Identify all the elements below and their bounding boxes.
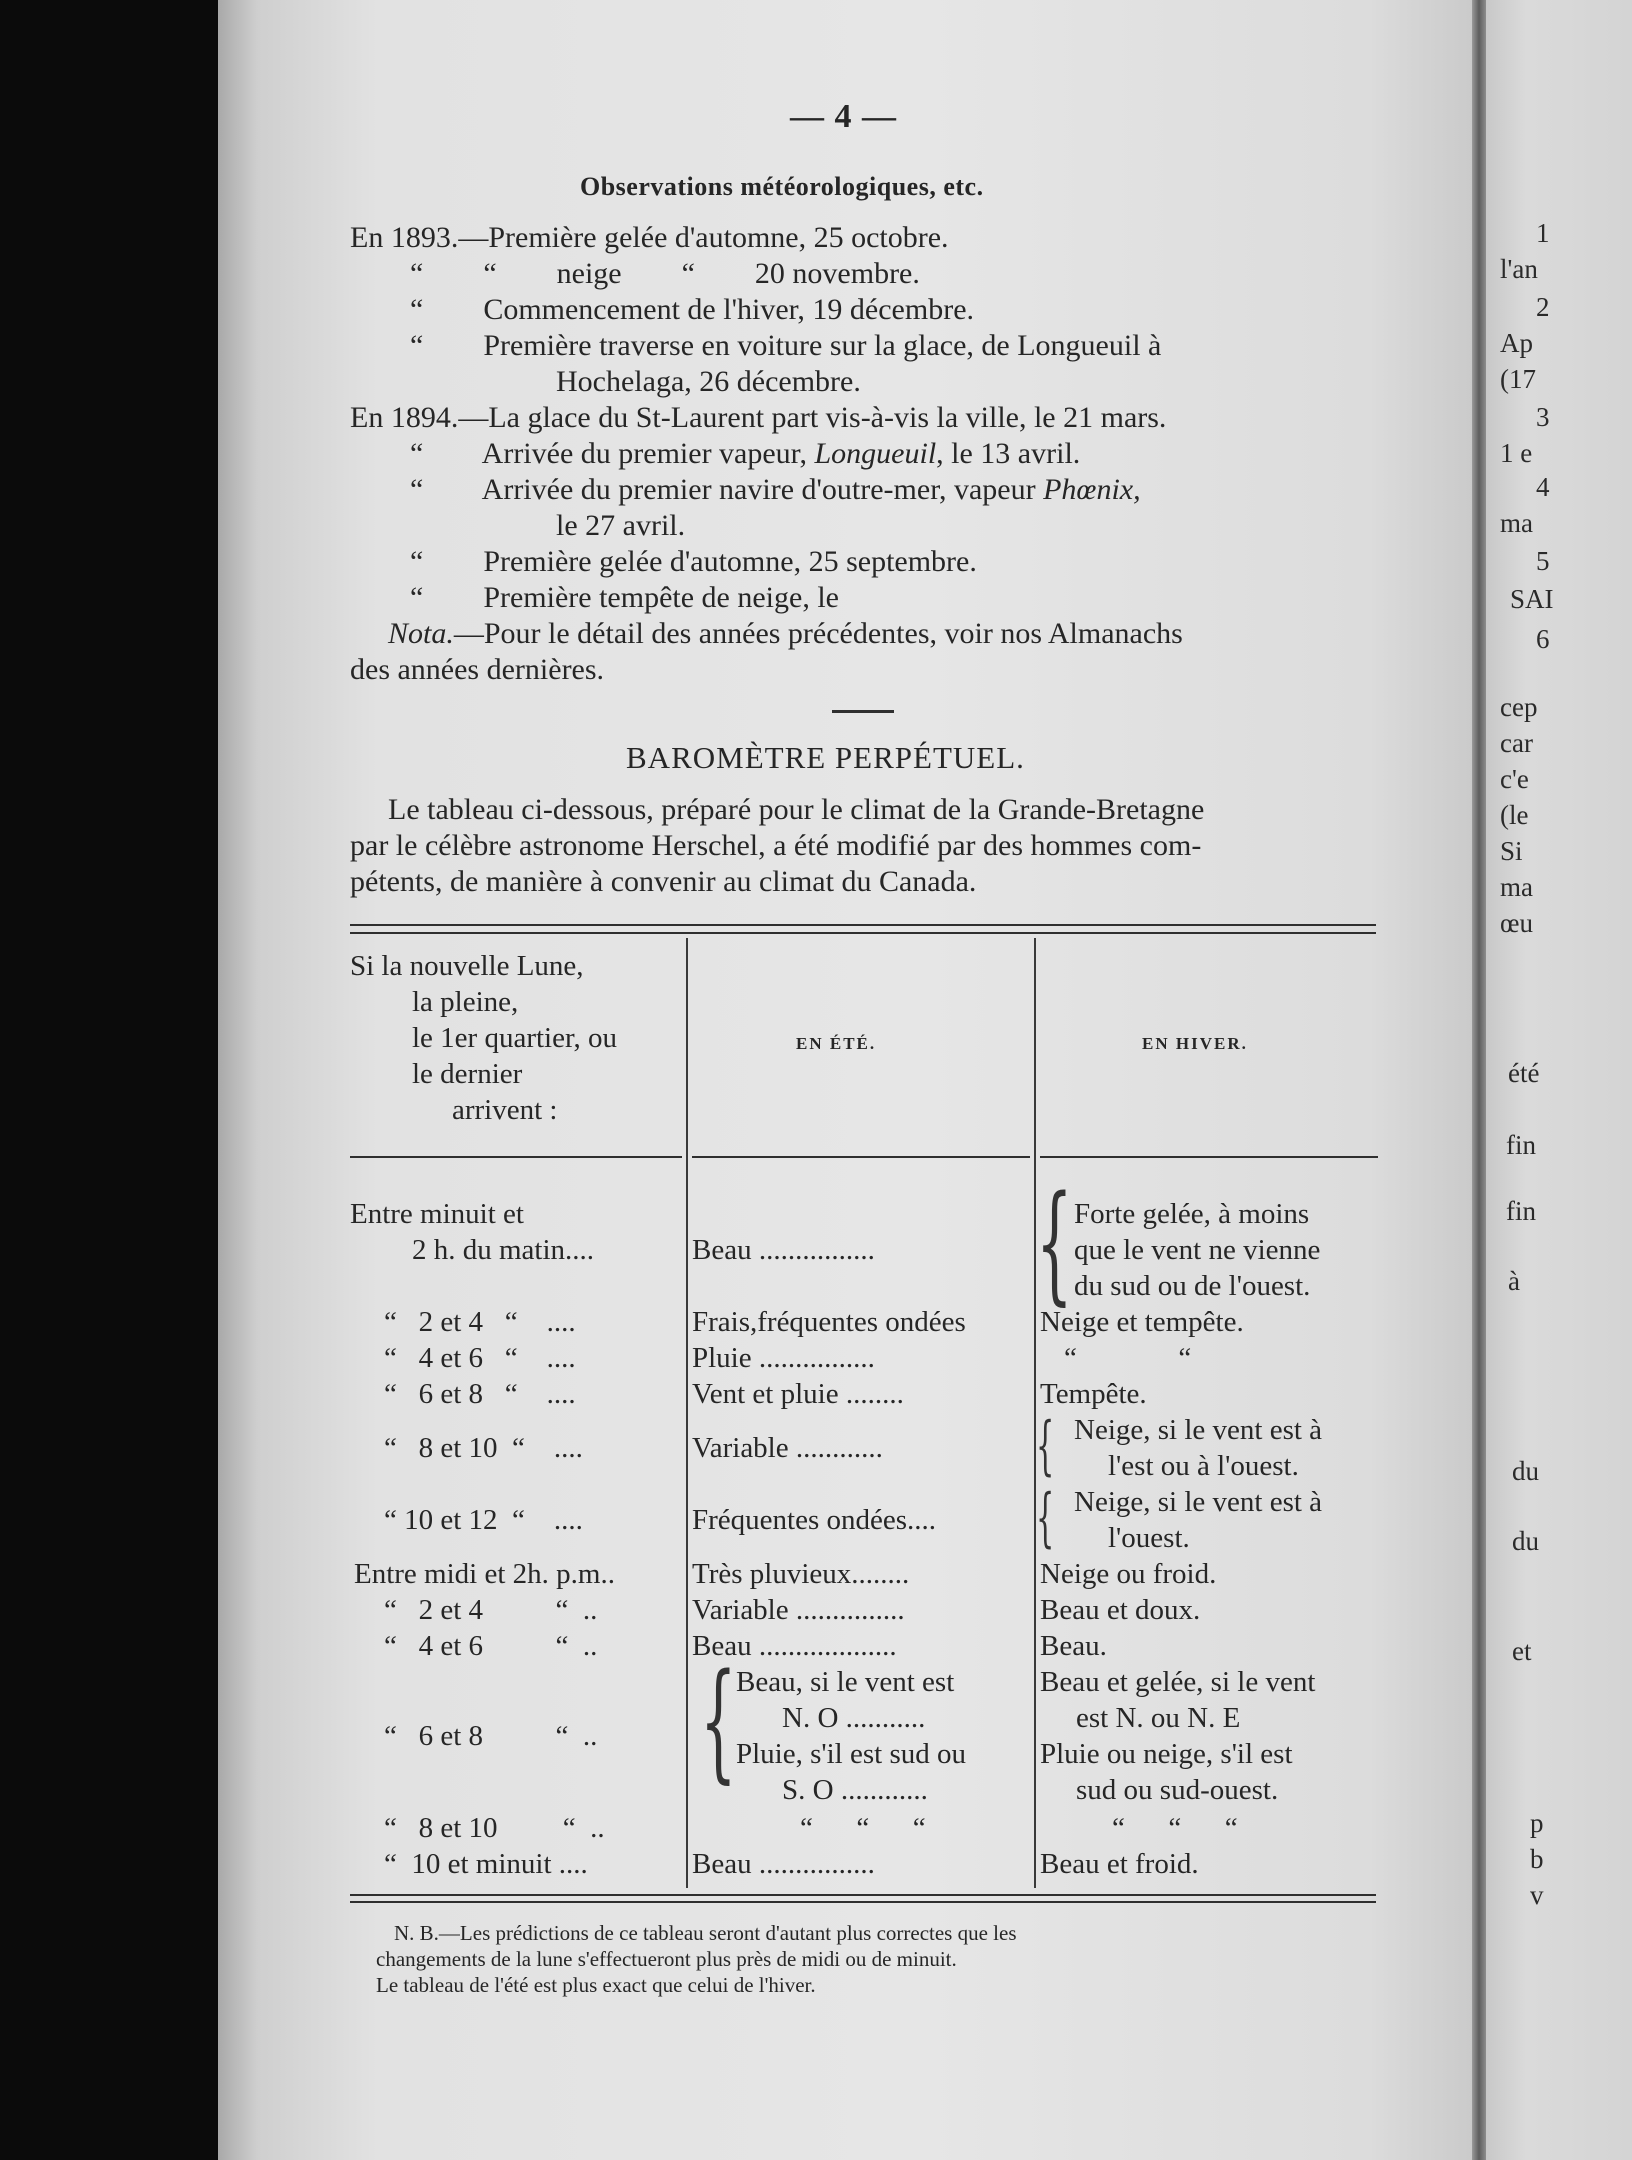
- table-time: “ 8 et 10 “ ..: [384, 1812, 605, 1844]
- next-page-fragment: à: [1508, 1266, 1520, 1296]
- col1-header: le 1er quartier, ou: [412, 1022, 617, 1054]
- next-page-fragment: été: [1508, 1058, 1540, 1088]
- adjacent-page-edge: [1486, 0, 1632, 2160]
- next-page-fragment: ma: [1500, 872, 1533, 902]
- table-time: Entre midi et 2h. p.m..: [354, 1558, 615, 1590]
- next-page-fragment: du: [1512, 1526, 1539, 1556]
- header-rule: [692, 1156, 1030, 1158]
- table-time: 2 h. du matin....: [412, 1234, 595, 1266]
- table-hiver: Pluie ou neige, s'il est: [1040, 1738, 1293, 1770]
- obs-line: [410, 436, 1080, 472]
- table-ete: Frais,fréquentes ondées: [692, 1306, 966, 1338]
- table-ete: Beau ................: [692, 1234, 875, 1266]
- table-bottom-rule: [350, 1901, 1376, 1903]
- table-hiver: que le vent ne vienne: [1074, 1234, 1321, 1266]
- nota-label: Nota.: [388, 617, 454, 650]
- table-ete: Variable ............: [692, 1432, 883, 1464]
- next-page-fragment: (le: [1500, 800, 1529, 830]
- table-ete: Beau ................: [692, 1848, 875, 1880]
- intro-line: Le tableau ci-dessous, préparé pour le climat de la Grande-Bretagne: [388, 793, 1205, 826]
- next-page-fragment: fin: [1506, 1196, 1536, 1226]
- brace: {: [1036, 1481, 1055, 1555]
- next-page-fragment: 2: [1536, 292, 1550, 322]
- brace: {: [700, 1647, 737, 1796]
- table-hiver: Beau et doux.: [1040, 1594, 1201, 1626]
- col1-header: arrivent :: [452, 1094, 558, 1126]
- obs-line: “ Commencement de l'hiver, 19 décembre.: [410, 293, 975, 326]
- brace: {: [1036, 1409, 1055, 1483]
- next-page-fragment: et: [1512, 1636, 1532, 1666]
- next-page-fragment: du: [1512, 1456, 1539, 1486]
- next-page-fragment: 1 e: [1500, 438, 1533, 468]
- table-ete: Beau, si le vent est: [736, 1666, 955, 1698]
- col3-header: EN HIVER.: [1142, 1034, 1248, 1053]
- table-top-rule: [350, 924, 1376, 926]
- next-page-fragment: 3: [1536, 402, 1550, 432]
- page-number: — 4 —: [790, 98, 897, 135]
- next-page-fragment: 1: [1536, 218, 1550, 248]
- table-ete: Très pluvieux........: [692, 1558, 910, 1590]
- next-page-fragment: b: [1530, 1844, 1544, 1874]
- table-time: “ 2 et 4 “ ..: [384, 1594, 598, 1626]
- header-rule: [350, 1156, 682, 1158]
- table-time: “ 10 et 12 “ ....: [384, 1504, 583, 1536]
- nota-text: —Pour le détail des années précédentes, voir nos Almanachs: [453, 617, 1183, 650]
- page-fold: [1472, 0, 1486, 2160]
- obs-text: “ Arrivée du premier vapeur,: [410, 437, 815, 470]
- table-hiver: Neige ou froid.: [1040, 1558, 1217, 1590]
- obs-line: “ “ neige “ 20 novembre.: [410, 257, 920, 290]
- table-ete: Fréquentes ondées....: [692, 1504, 937, 1536]
- col1-header: Si la nouvelle Lune,: [350, 950, 584, 982]
- table-time: “ 8 et 10 “ ....: [384, 1432, 583, 1464]
- section-title: Observations météorologiques, etc.: [580, 172, 984, 201]
- table-hiver: Beau.: [1040, 1630, 1107, 1662]
- brace: {: [1036, 1169, 1073, 1318]
- obs-line: En 1894.—La glace du St-Laurent part vis-à-vis la ville, le 21 mars.: [350, 401, 1167, 434]
- next-page-fragment: (17: [1500, 364, 1536, 394]
- header-rule: [1040, 1156, 1378, 1158]
- table-hiver: l'est ou à l'ouest.: [1108, 1450, 1299, 1482]
- nb-line: changements de la lune s'effectueront plus près de midi ou de minuit.: [376, 1947, 957, 1971]
- obs-line: En 1893.—Première gelée d'automne, 25 octobre.: [350, 221, 949, 254]
- intro-line: pétents, de manière à convenir au climat du Canada.: [350, 865, 977, 898]
- table-time: “ 6 et 8 “ ..: [384, 1720, 598, 1752]
- next-page-fragment: Si: [1500, 836, 1523, 866]
- column-divider: [686, 938, 688, 1888]
- col1-header: le dernier: [412, 1058, 523, 1090]
- table-hiver: sud ou sud-ouest.: [1076, 1774, 1279, 1806]
- next-page-fragment: l'an: [1500, 254, 1538, 284]
- obs-line: le 27 avril.: [556, 509, 686, 542]
- nb-line: N. B.—Les prédictions de ce tableau seront d'autant plus correctes que les: [394, 1921, 1017, 1945]
- next-page-fragment: 5: [1536, 546, 1550, 576]
- obs-line: Hochelaga, 26 décembre.: [556, 365, 861, 398]
- table-hiver: Beau et gelée, si le vent: [1040, 1666, 1316, 1698]
- barometre-heading: BAROMÈTRE PERPÉTUEL.: [626, 740, 1025, 775]
- nota-line: [388, 616, 1183, 652]
- table-ete: Pluie ................: [692, 1342, 875, 1374]
- next-page-fragment: SAI: [1510, 584, 1554, 614]
- table-hiver: “ “: [1064, 1342, 1192, 1374]
- table-hiver: Neige, si le vent est à: [1074, 1486, 1323, 1518]
- next-page-fragment: cep: [1500, 692, 1538, 722]
- table-ete: Pluie, s'il est sud ou: [736, 1738, 966, 1770]
- table-ete: S. O ............: [782, 1774, 928, 1806]
- table-ete: Vent et pluie ........: [692, 1378, 904, 1410]
- table-hiver: Neige, si le vent est à: [1074, 1414, 1323, 1446]
- next-page-fragment: 6: [1536, 624, 1550, 654]
- intro-line: par le célèbre astronome Herschel, a été modifié par des hommes com-: [350, 829, 1202, 862]
- table-time: Entre minuit et: [350, 1198, 524, 1230]
- col2-header: EN ÉTÉ.: [796, 1034, 877, 1053]
- table-hiver: Tempête.: [1040, 1378, 1147, 1410]
- obs-text: , le 13 avril.: [936, 437, 1081, 470]
- obs-line: “ Première tempête de neige, le: [410, 581, 839, 614]
- table-hiver: Beau et froid.: [1040, 1848, 1199, 1880]
- table-hiver: est N. ou N. E: [1076, 1702, 1241, 1734]
- next-page-fragment: œu: [1500, 908, 1533, 938]
- nota-line: des années dernières.: [350, 653, 605, 686]
- next-page-fragment: 4: [1536, 472, 1550, 502]
- ship-name: Phœnix,: [1043, 473, 1141, 506]
- next-page-fragment: fin: [1506, 1130, 1536, 1160]
- obs-line: [410, 472, 1141, 508]
- obs-text: “ Arrivée du premier navire d'outre-mer, vapeur: [410, 473, 1044, 506]
- next-page-fragment: ma: [1500, 508, 1533, 538]
- next-page-fragment: v: [1530, 1880, 1544, 1910]
- table-bottom-rule: [350, 1894, 1376, 1896]
- table-top-rule: [350, 932, 1376, 934]
- next-page-fragment: Ap: [1500, 328, 1533, 358]
- col1-header: la pleine,: [412, 986, 519, 1018]
- table-hiver: du sud ou de l'ouest.: [1074, 1270, 1311, 1302]
- obs-line: “ Première traverse en voiture sur la glace, de Longueuil à: [410, 329, 1162, 362]
- section-divider: [832, 710, 894, 713]
- table-time: “ 6 et 8 “ ....: [384, 1378, 576, 1410]
- table-time: “ 4 et 6 “ ....: [384, 1342, 576, 1374]
- table-hiver: “ “ “: [1112, 1812, 1238, 1844]
- table-hiver: l'ouest.: [1108, 1522, 1190, 1554]
- next-page-fragment: c'e: [1500, 764, 1529, 794]
- table-hiver: Neige et tempête.: [1040, 1306, 1244, 1338]
- table-ete: Variable ...............: [692, 1594, 905, 1626]
- table-ete: N. O ...........: [782, 1702, 926, 1734]
- nb-line: Le tableau de l'été est plus exact que celui de l'hiver.: [376, 1973, 816, 1997]
- table-ete: Beau ...................: [692, 1630, 897, 1662]
- next-page-fragment: p: [1530, 1808, 1544, 1838]
- table-hiver: Forte gelée, à moins: [1074, 1198, 1310, 1230]
- ship-name: Longueuil: [814, 437, 937, 470]
- table-ete: “ “ “: [800, 1812, 926, 1844]
- table-time: “ 10 et minuit ....: [384, 1848, 588, 1880]
- obs-line: “ Première gelée d'automne, 25 septembre.: [410, 545, 977, 578]
- table-time: “ 4 et 6 “ ..: [384, 1630, 598, 1662]
- table-time: “ 2 et 4 “ ....: [384, 1306, 576, 1338]
- next-page-fragment: car: [1500, 728, 1533, 758]
